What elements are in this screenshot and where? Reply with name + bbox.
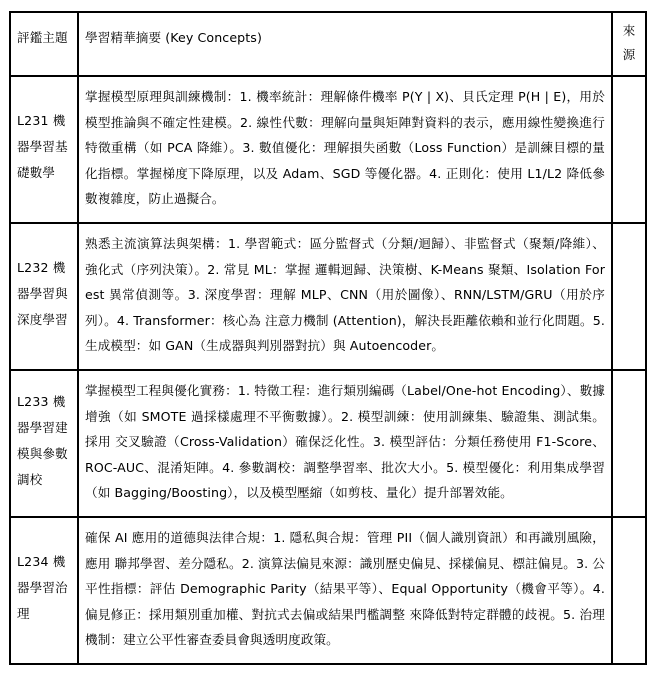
table-header — [10, 12, 646, 76]
row-source-cell — [612, 76, 646, 223]
row-concept-text: 熟悉主流演算法與架構：1. 學習範式：區分監督式（分類/迴歸）、非監督式（聚類/降維）、強化式（序列決策）。2. 常見 ML：掌握 邏輯迴歸、決策樹、K-Means 聚類、Isolation Forest 異常偵測等。3. 深度學習：理解 MLP、CNN（用於圖像）、RNN/LSTM/GRU（用於序列）。4. Transformer：核心為 注意力機制 (Attention)，解決長距離依賴和並行化問題。5. 生成模型：如 GAN（生成器與判別器對抗）與 Autoencoder。 — [85, 235, 605, 354]
row-source-text — [613, 518, 645, 529]
row-concept-text: 確保 AI 應用的道德與法律合規：1. 隱私與合規：管理 PII（個人識別資訊）和再識別風險，應用 聯邦學習、差分隱私。2. 演算法偏見來源：識別歷史偏見、採樣偏見、標註偏見。3. 公平性指標：評估 Demographic Parity（結果平等）、Equal Opportunity（機會平等）。4. 偏見修正：採用類別重加權、對抗式去偏或結果門檻調整 來降低對特定群體的歧視。5. 治理機制：建立公平性審查委員會與透明度政策。 — [85, 529, 605, 648]
row-concept-text: 掌握模型原理與訓練機制：1. 機率統計：理解條件機率 P(Y | X)、貝氏定理 P(H | E)，用於模型推論與不確定性建模。2. 線性代數：理解向量與矩陣對資料的表示，應用線性變換進行特徵重構（如 PCA 降維）。3. 數值優化：理解損失函數（Loss Function）是訓練目標的量化指標。掌握梯度下降原理，以及 Adam、SGD 等優化器。4. 正則化：使用 L1/L2 降低參數複雜度，防止過擬合。 — [85, 89, 605, 207]
row-source-cell — [612, 223, 646, 370]
key-concepts-table — [9, 11, 647, 665]
table-header-row — [10, 12, 646, 76]
table-row — [10, 76, 646, 223]
header-cell-concept — [78, 12, 612, 76]
header-label-source: 來源 — [622, 23, 636, 62]
header-label-concept: 學習精華摘要 (Key Concepts) — [85, 30, 262, 45]
row-concept-cell — [78, 370, 612, 517]
row-source-text — [613, 371, 645, 382]
row-source-cell — [612, 517, 646, 664]
row-source-text — [613, 224, 645, 235]
table-row — [10, 517, 646, 664]
row-concept-cell — [78, 223, 612, 370]
header-cell-topic — [10, 12, 78, 76]
row-topic-cell — [10, 76, 78, 223]
row-topic-cell — [10, 370, 78, 517]
row-source-text — [613, 77, 645, 88]
row-topic-text: L232 機器學習與深度學習 — [17, 260, 68, 328]
row-topic-text: L234 機器學習治理 — [17, 554, 68, 622]
table-row — [10, 370, 646, 517]
header-label-topic: 評鑑主題 — [17, 30, 68, 45]
row-topic-cell — [10, 517, 78, 664]
row-concept-cell — [78, 517, 612, 664]
row-topic-cell — [10, 223, 78, 370]
table-row — [10, 223, 646, 370]
table-body — [10, 76, 646, 664]
row-concept-text: 掌握模型工程與優化實務：1. 特徵工程：進行類別編碼（Label/One-hot Encoding）、數據增強（如 SMOTE 過採樣處理不平衡數據）。2. 模型訓練：使用訓練集、驗證集、測試集。採用 交叉驗證（Cross-Validation）確保泛化性。3. 模型評估：分類任務使用 F1-Score、ROC-AUC、混淆矩陣。4. 參數調校：調整學習率、批次大小。5. 模型優化：利用集成學習（如 Bagging/Boosting），以及模型壓縮（如剪枝、量化）提升部署效能。 — [85, 382, 605, 501]
header-cell-source — [612, 12, 646, 76]
row-topic-text: L231 機器學習基礎數學 — [17, 113, 68, 181]
row-source-cell — [612, 370, 646, 517]
row-topic-text: L233 機器學習建模與參數調校 — [17, 394, 68, 488]
row-concept-cell — [78, 76, 612, 223]
